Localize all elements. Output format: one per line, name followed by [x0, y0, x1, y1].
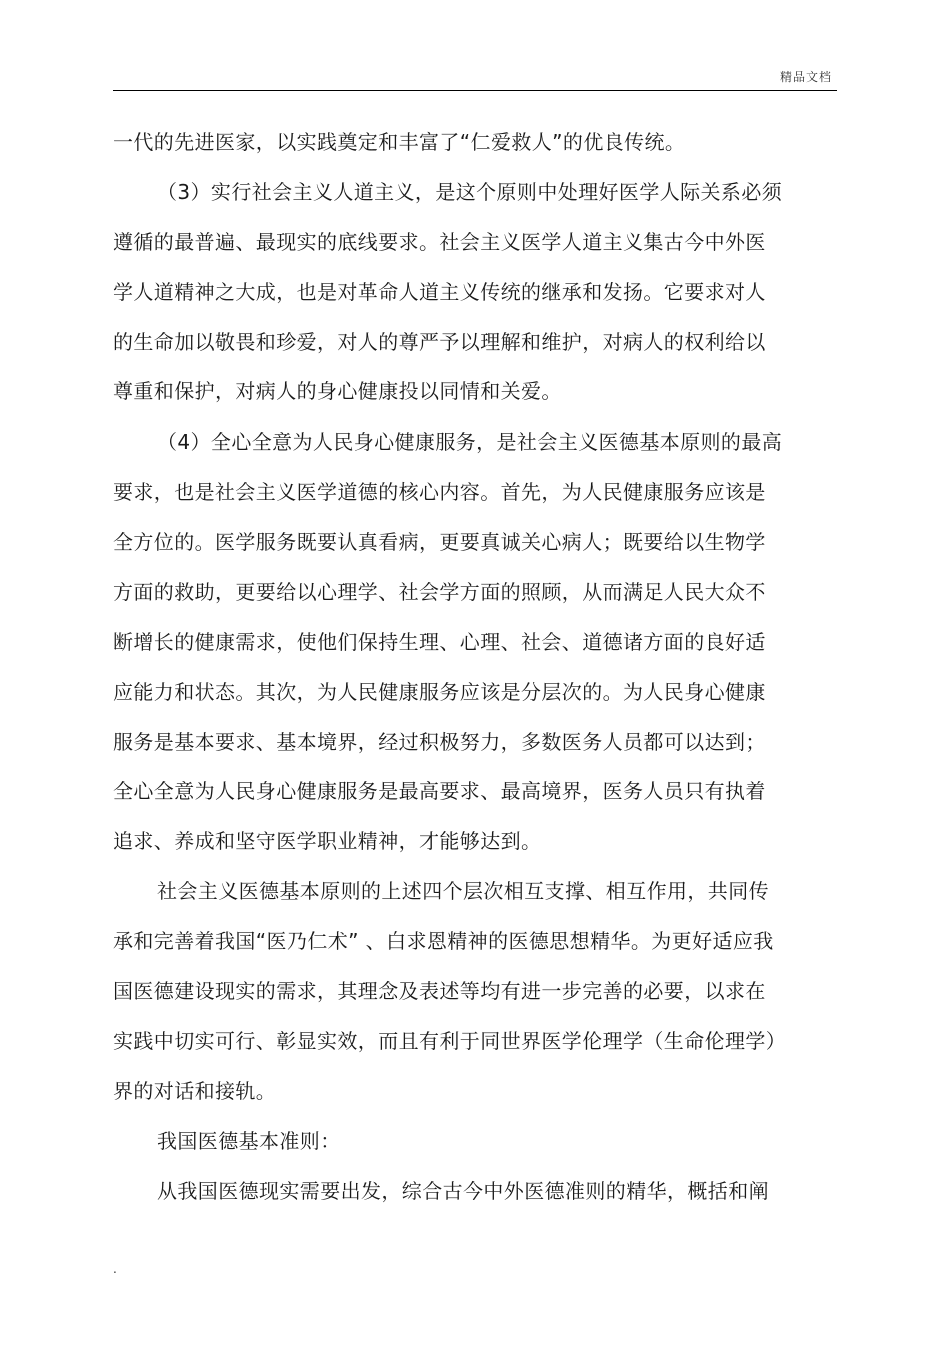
- header-divider: [113, 90, 837, 91]
- text-line: 尊重和保护，对病人的身心健康投以同情和关爱。: [113, 379, 562, 403]
- text-line: （3）实行社会主义人道主义，是这个原则中处理好医学人际关系必须: [157, 180, 783, 204]
- text-line: 全方位的。医学服务既要认真看病，更要真诚关心病人；既要给以生物学: [113, 530, 766, 554]
- text-line: 国医德建设现实的需求，其理念及表述等均有进一步完善的必要，以求在: [113, 979, 766, 1003]
- text-line: 方面的救助，更要给以心理学、社会学方面的照顾，从而满足人民大众不: [113, 580, 766, 604]
- text-line: 界的对话和接轨。: [113, 1079, 277, 1103]
- text-line: 的生命加以敬畏和珍爱，对人的尊严予以理解和维护，对病人的权利给以: [113, 330, 766, 354]
- text-line: 承和完善着我国“医乃仁术” 、白求恩精神的医德思想精华。为更好适应我: [113, 929, 774, 953]
- text-line: 要求，也是社会主义医学道德的核心内容。首先，为人民健康服务应该是: [113, 480, 766, 504]
- text-line: 服务是基本要求、基本境界，经过积极努力，多数医务人员都可以达到；: [113, 730, 766, 754]
- text-line: 社会主义医德基本原则的上述四个层次相互支撑、相互作用，共同传: [157, 879, 769, 903]
- text-line: 全心全意为人民身心健康服务是最高要求、最高境界，医务人员只有执着: [113, 779, 766, 803]
- text-line: （4）全心全意为人民身心健康服务，是社会主义医德基本原则的最高: [157, 430, 783, 454]
- header-label: 精品文档: [780, 70, 833, 84]
- footer-dot: .: [113, 1262, 117, 1276]
- text-line: 实践中切实可行、彰显实效，而且有利于同世界医学伦理学（生命伦理学）: [113, 1029, 787, 1053]
- text-line: 我国医德基本准则：: [157, 1129, 341, 1153]
- text-line: 追求、养成和坚守医学职业精神，才能够达到。: [113, 829, 542, 853]
- text-line: 学人道精神之大成，也是对革命人道主义传统的继承和发扬。它要求对人: [113, 280, 766, 304]
- text-line: 断增长的健康需求，使他们保持生理、心理、社会、道德诸方面的良好适: [113, 630, 766, 654]
- text-line: 从我国医德现实需要出发，综合古今中外医德准则的精华，概括和阐: [157, 1179, 769, 1203]
- text-line: 遵循的最普遍、最现实的底线要求。社会主义医学人道主义集古今中外医: [113, 230, 766, 254]
- text-line: 一代的先进医家，以实践奠定和丰富了“仁爱救人”的优良传统。: [113, 130, 686, 154]
- text-line: 应能力和状态。其次，为人民健康服务应该是分层次的。为人民身心健康: [113, 680, 766, 704]
